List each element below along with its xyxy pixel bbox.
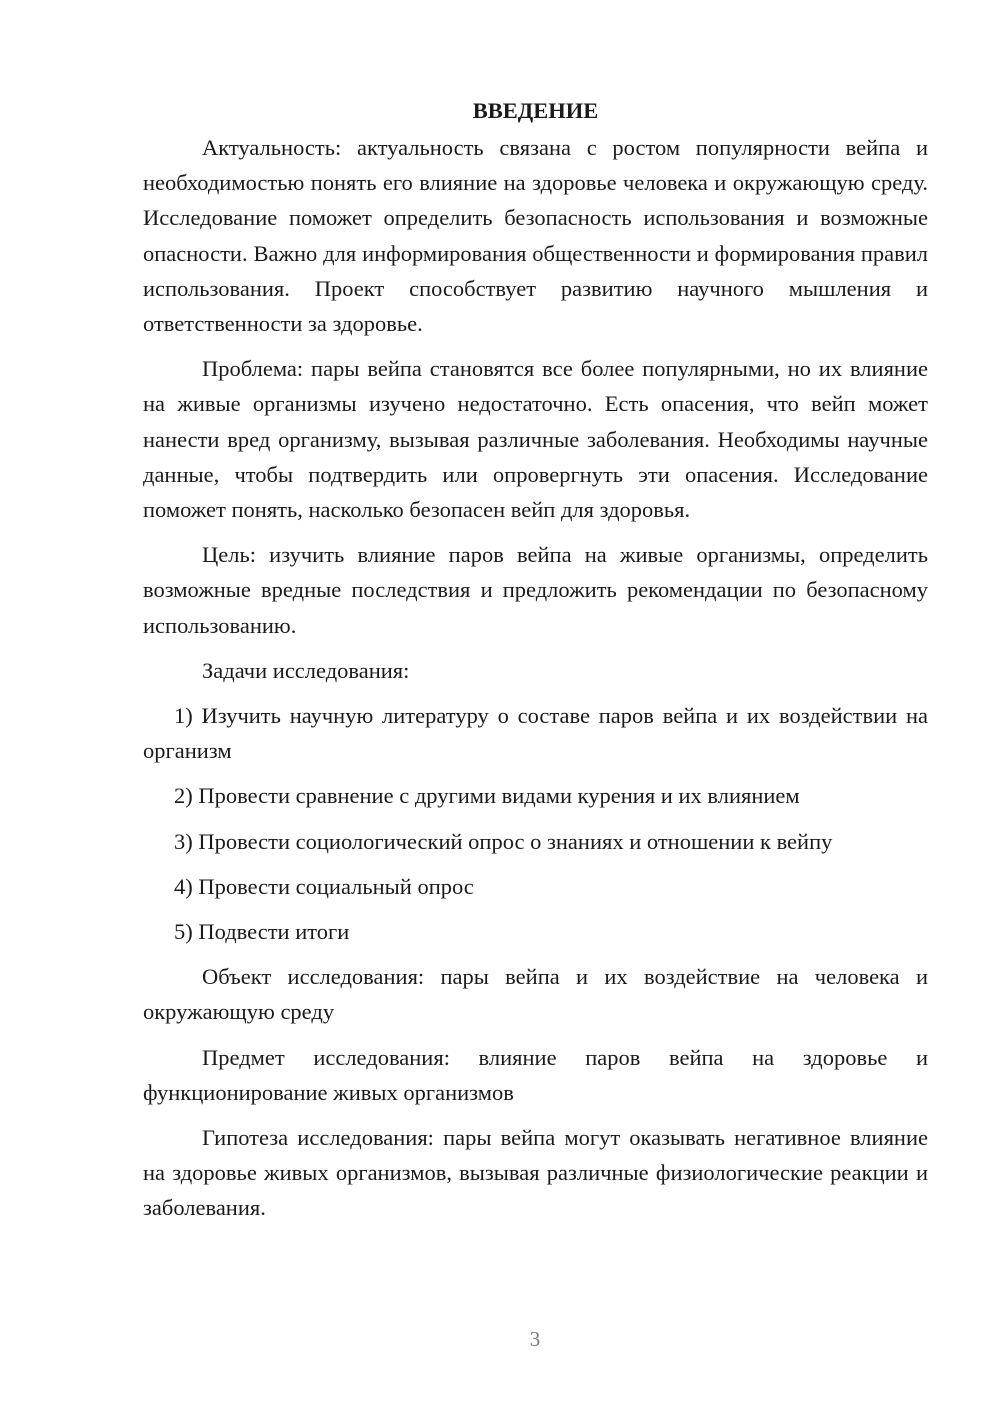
- page-title: ВВЕДЕНИЕ: [472, 98, 599, 123]
- document-page: [143, 93, 928, 1236]
- problem-paragraph: Проблема: пары вейпа становятся все более популярными, но их влияние на живые организмы изучено недостаточно. Есть опасения, что вейп может нанести вред организму, вызывая различные заболевания. Необходимы научные данные, чтобы подтвердить или опровергнуть эти опасения. Исследование поможет понять, насколько безопасен вейп для здоровья.: [143, 356, 928, 523]
- hypothesis-paragraph: Гипотеза исследования: пары вейпа могут оказывать негативное влияние на здоровье живых организмов, вызывая различные физиологические реакции и заболевания.: [143, 1125, 928, 1221]
- list-item: 4) Провести социальный опрос: [174, 873, 474, 899]
- list-item: 3) Провести социологический опрос о знаниях и отношении к вейпу: [174, 828, 833, 854]
- list-item: 2) Провести сравнение с другими видами курения и их влиянием: [174, 783, 800, 809]
- tasks-list: [143, 698, 928, 949]
- relevance-paragraph: Актуальность: актуальность связана с ростом популярности вейпа и необходимостью понять его влияние на здоровье человека и окружающую среду. Исследование поможет определить безопасность использования и возможные опасности. Важно для информирования общественности и формирования правил использования. Проект способствует развитию научного мышления и ответственности за здоровье.: [143, 135, 928, 337]
- goal-paragraph: Цель: изучить влияние паров вейпа на живые организмы, определить возможные вредные последствия и предложить рекомендации по безопасному использованию.: [143, 542, 928, 638]
- subject-paragraph: Предмет исследования: влияние паров вейпа на здоровье и функционирование живых организмов: [143, 1044, 928, 1105]
- list-item: 5) Подвести итоги: [174, 919, 350, 945]
- page-number: 3: [529, 1327, 541, 1351]
- object-paragraph: Объект исследования: пары вейпа и их воздействие на человека и окружающую среду: [143, 964, 928, 1025]
- list-item: 1) Изучить научную литературу о составе паров вейпа и их воздействии на организм: [143, 703, 928, 764]
- tasks-heading: Задачи исследования:: [202, 657, 410, 683]
